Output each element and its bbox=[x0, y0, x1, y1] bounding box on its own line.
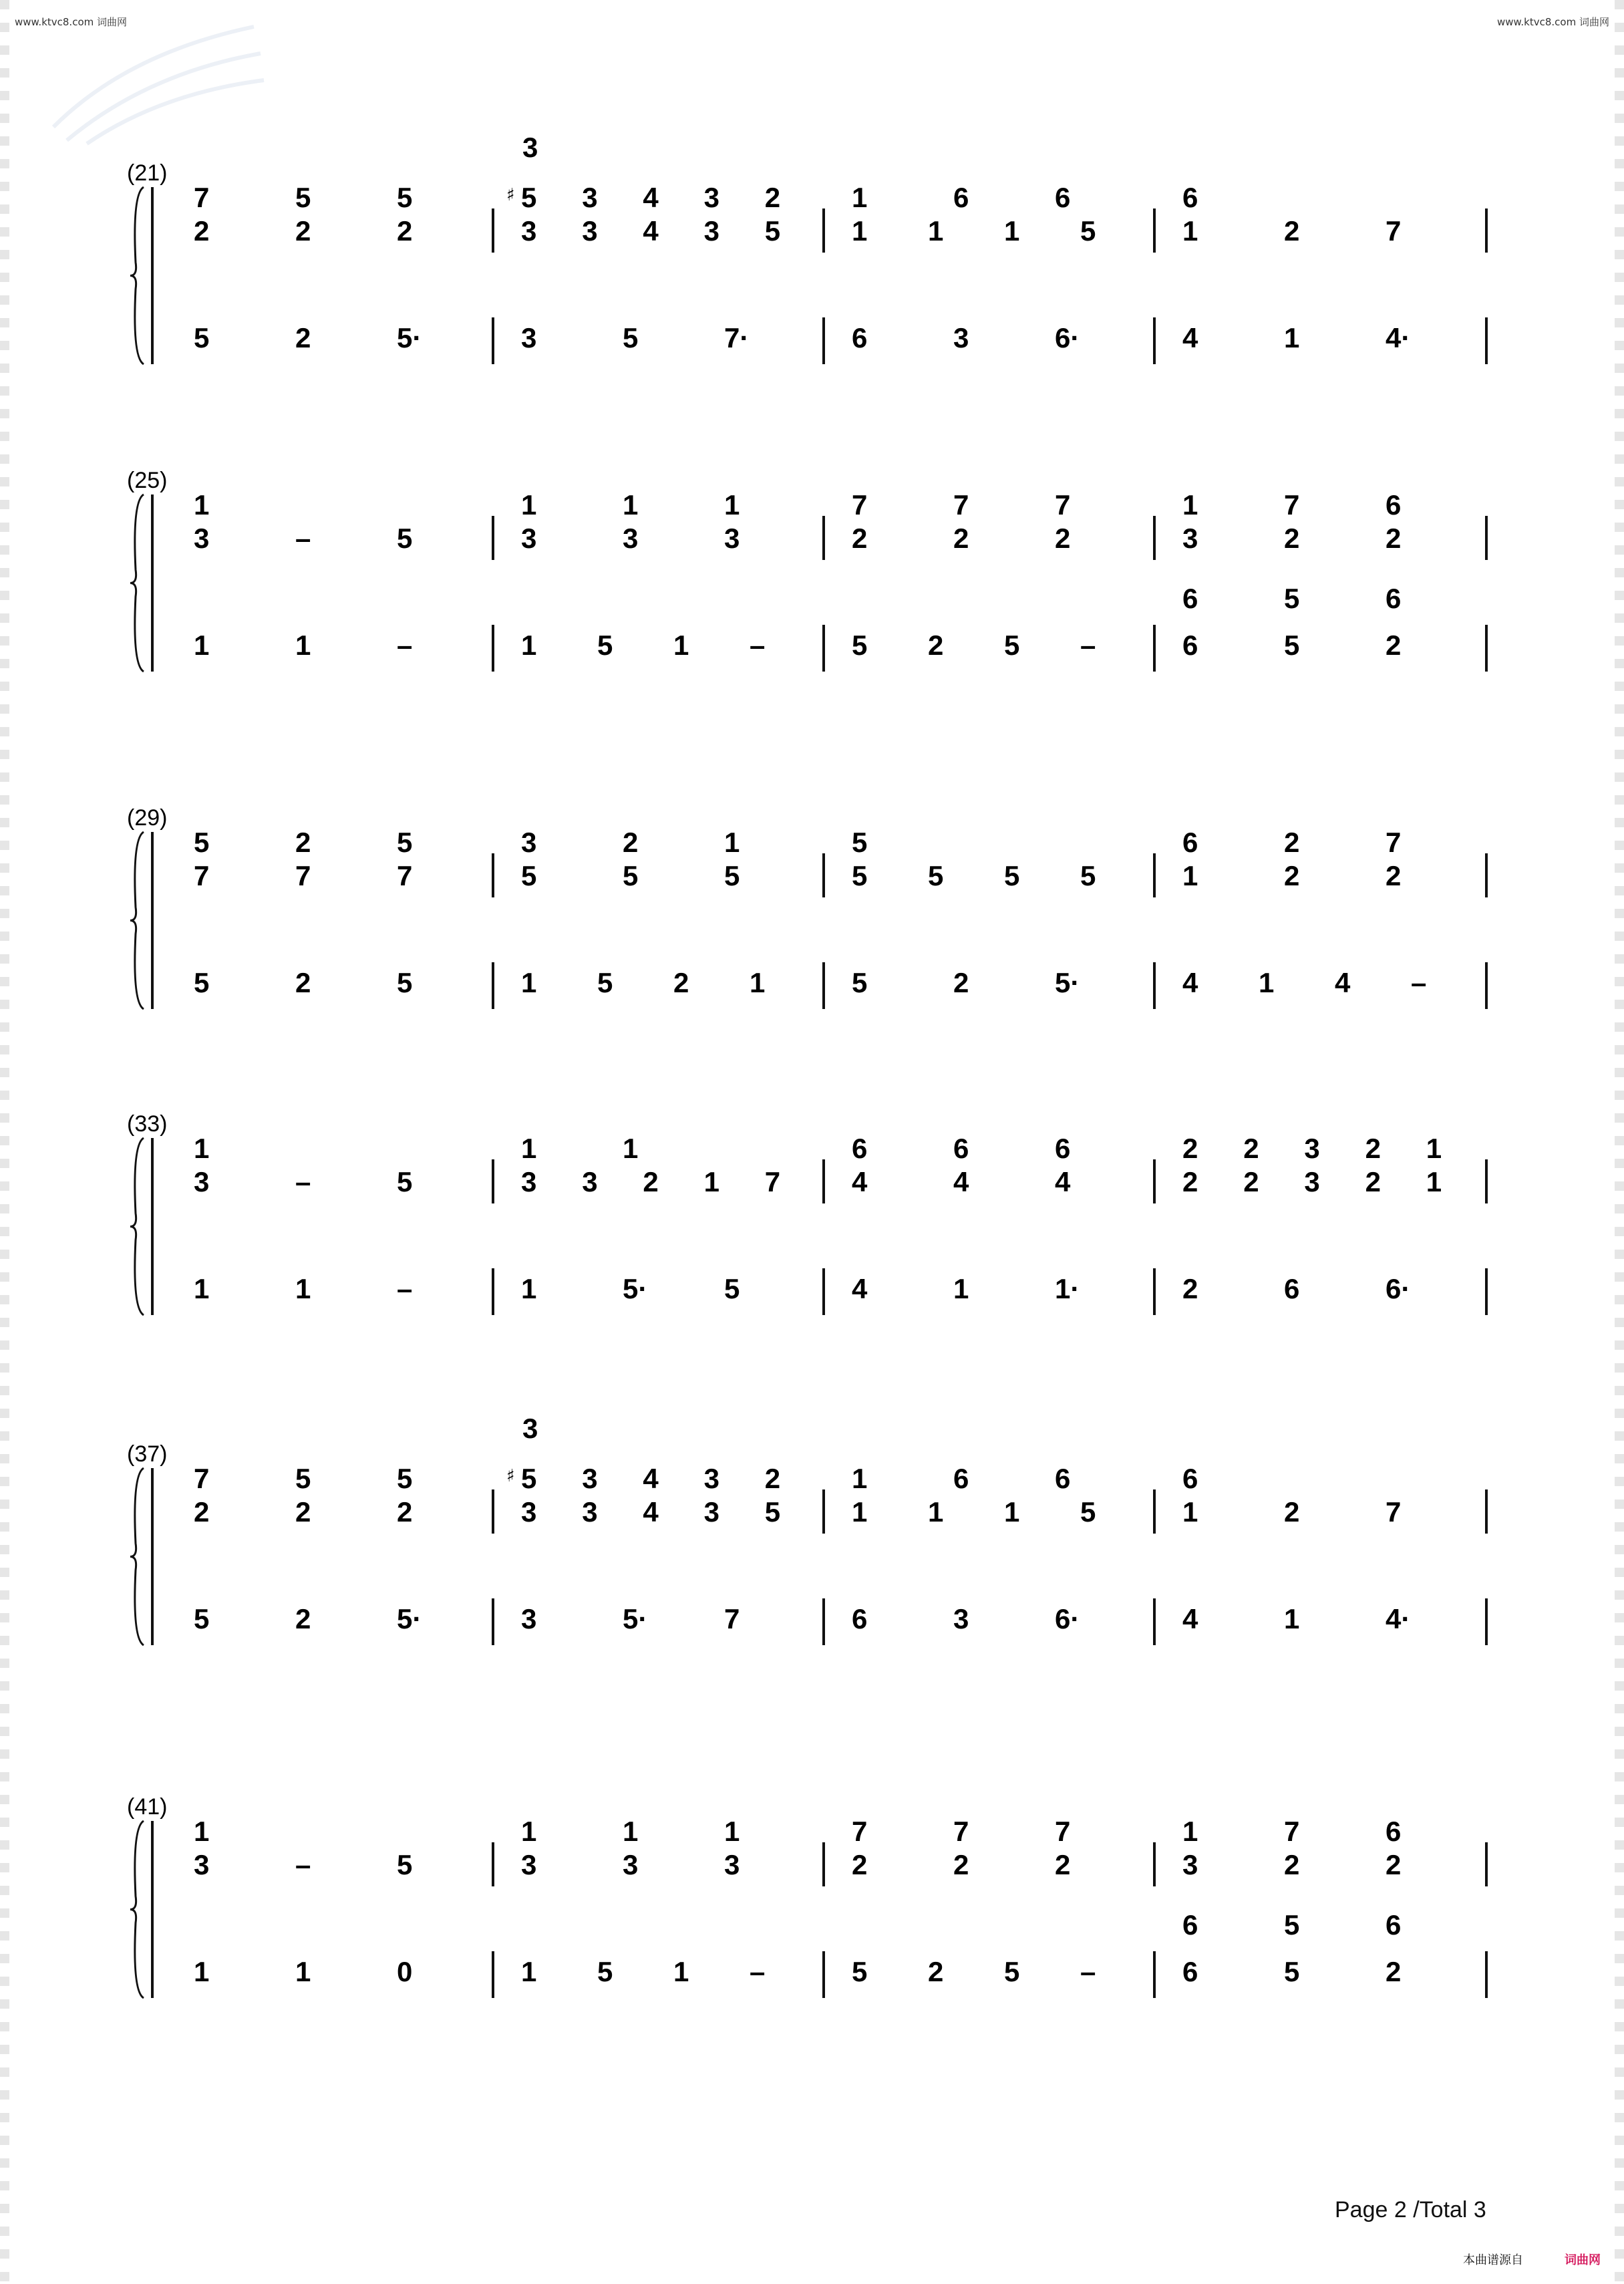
note-middle: 7 bbox=[1386, 1496, 1402, 1528]
note-middle: 1 bbox=[852, 1496, 868, 1528]
note-middle: 5 bbox=[1080, 860, 1096, 891]
note-middle: 1 bbox=[1182, 1496, 1198, 1528]
note-upper: 2 bbox=[1182, 1133, 1198, 1164]
note-upper: 1 bbox=[852, 182, 868, 213]
note-lower: 4 bbox=[1182, 967, 1198, 998]
sharp-sign: ♯ bbox=[506, 1466, 515, 1486]
note-lower: 3 bbox=[521, 1603, 537, 1634]
note-lower: 1 bbox=[673, 629, 689, 661]
note-middle: – bbox=[295, 1849, 311, 1880]
note-lower: 5· bbox=[623, 1273, 648, 1304]
note-lower: 5 bbox=[194, 322, 210, 353]
note-middle: 5 bbox=[1004, 860, 1020, 891]
note-upper: 7 bbox=[1386, 827, 1402, 858]
note-lower: 5 bbox=[597, 1956, 613, 1987]
system-brace bbox=[130, 187, 144, 364]
note-lower: 5 bbox=[852, 967, 868, 998]
note-middle: 7 bbox=[295, 860, 311, 891]
note-upper: 7 bbox=[1284, 489, 1300, 521]
note-upper: 7 bbox=[1055, 489, 1071, 521]
note-lower: 4 bbox=[1182, 322, 1198, 353]
note-lower: 6 bbox=[1182, 629, 1198, 661]
note-middle: 5 bbox=[397, 1849, 413, 1880]
note-lower: 2 bbox=[673, 967, 689, 998]
note-middle: 3 bbox=[194, 1166, 210, 1197]
note-lower: 1 bbox=[521, 1956, 537, 1987]
note-upper: 2 bbox=[1243, 1133, 1259, 1164]
page-indicator: Page 2 /Total 3 bbox=[1335, 2197, 1486, 2223]
note-lower: 5 bbox=[194, 1603, 210, 1634]
note-middle: 5 bbox=[724, 860, 740, 891]
note-upper: 1 bbox=[521, 1816, 537, 1847]
note-middle: 4 bbox=[1055, 1166, 1071, 1197]
header-site-left[interactable]: www.ktvc8.com 词曲网 bbox=[15, 16, 128, 28]
note-middle: 1 bbox=[1426, 1166, 1442, 1197]
note-middle: 3 bbox=[194, 1849, 210, 1880]
note-middle: 3 bbox=[582, 1496, 598, 1528]
note-upper: 5 bbox=[295, 182, 311, 213]
note-chord-upper: 6 bbox=[1386, 583, 1402, 614]
note-middle: 2 bbox=[953, 523, 969, 554]
system-number: (25) bbox=[127, 468, 168, 493]
note-middle: 3 bbox=[623, 523, 639, 554]
system-brace bbox=[130, 494, 144, 672]
note-upper: 2 bbox=[623, 827, 639, 858]
note-upper: 3 bbox=[703, 1463, 719, 1494]
note-lower: 1 bbox=[953, 1273, 969, 1304]
note-upper: 6 bbox=[953, 1133, 969, 1164]
note-lower: 1 bbox=[673, 1956, 689, 1987]
note-chord-upper: 5 bbox=[1284, 1909, 1300, 1941]
note-middle: 2 bbox=[852, 523, 868, 554]
note-lower: 5· bbox=[623, 1603, 648, 1634]
note-middle: 1 bbox=[1004, 215, 1020, 247]
note-lower: 5 bbox=[1004, 629, 1020, 661]
note-middle: 3 bbox=[724, 1849, 740, 1880]
note-middle: 2 bbox=[1365, 1166, 1381, 1197]
note-middle: 5 bbox=[623, 860, 639, 891]
note-upper: 6 bbox=[1055, 1463, 1071, 1494]
note-upper: 2 bbox=[764, 1463, 781, 1494]
note-lower: 1 bbox=[1284, 322, 1300, 353]
note-lower: 1 bbox=[521, 967, 537, 998]
note-middle: 2 bbox=[1284, 860, 1300, 891]
note-middle: 2 bbox=[194, 215, 210, 247]
note-middle: 5 bbox=[928, 860, 944, 891]
system-number: (41) bbox=[127, 1794, 168, 1820]
note-middle: 3 bbox=[703, 1496, 719, 1528]
note-upper: 3 bbox=[582, 1463, 598, 1494]
note-middle: 3 bbox=[1182, 523, 1198, 554]
note-upper: 6 bbox=[1386, 489, 1402, 521]
note-upper: 6 bbox=[953, 182, 969, 213]
note-lower: 3 bbox=[953, 322, 969, 353]
note-middle: 2 bbox=[1284, 215, 1300, 247]
note-middle: 2 bbox=[397, 1496, 413, 1528]
note-upper: 1 bbox=[194, 1133, 210, 1164]
system-brace bbox=[130, 832, 144, 1009]
note-middle: 3 bbox=[582, 215, 598, 247]
note-lower: 5· bbox=[1055, 967, 1080, 998]
note-middle: 2 bbox=[1386, 860, 1402, 891]
note-lower: 1 bbox=[521, 1273, 537, 1304]
note-lower: 2 bbox=[295, 322, 311, 353]
note-middle: 2 bbox=[295, 1496, 311, 1528]
note-lower: 6· bbox=[1055, 322, 1080, 353]
note-upper: 1 bbox=[1426, 1133, 1442, 1164]
note-upper: 6 bbox=[852, 1133, 868, 1164]
note-lower: 6 bbox=[852, 322, 868, 353]
note-middle: 2 bbox=[852, 1849, 868, 1880]
note-middle: 5 bbox=[764, 1496, 781, 1528]
note-lower: – bbox=[1080, 629, 1096, 661]
note-lower: 1 bbox=[1259, 967, 1275, 998]
note-middle: 2 bbox=[295, 215, 311, 247]
note-middle: 1 bbox=[1182, 860, 1198, 891]
note-upper: 6 bbox=[1386, 1816, 1402, 1847]
note-lower: 5 bbox=[1284, 629, 1300, 661]
note-lower: 1 bbox=[194, 1273, 210, 1304]
note-middle: 1 bbox=[928, 215, 944, 247]
note-upper: 7 bbox=[953, 489, 969, 521]
note-middle: 3 bbox=[521, 1849, 537, 1880]
note-lower: 5 bbox=[397, 967, 413, 998]
note-upper: 5 bbox=[521, 182, 537, 213]
note-upper: 5 bbox=[397, 827, 413, 858]
note-upper: 7 bbox=[194, 182, 210, 213]
note-lower: 5 bbox=[1004, 1956, 1020, 1987]
note-middle: 4 bbox=[643, 1496, 659, 1528]
header-site-right[interactable]: www.ktvc8.com 词曲网 bbox=[1496, 16, 1609, 28]
note-middle: 3 bbox=[703, 215, 719, 247]
note-lower: 1 bbox=[295, 1956, 311, 1987]
note-middle: 3 bbox=[623, 1849, 639, 1880]
note-upper: 1 bbox=[724, 1816, 740, 1847]
note-upper: 5 bbox=[295, 1463, 311, 1494]
note-lower: – bbox=[1411, 967, 1427, 998]
note-upper: 6 bbox=[1182, 182, 1198, 213]
system-number: (21) bbox=[127, 160, 168, 186]
note-upper: 3 bbox=[703, 182, 719, 213]
note-lower: 1 bbox=[295, 629, 311, 661]
note-middle: 3 bbox=[582, 1166, 598, 1197]
note-lower: 6 bbox=[1182, 1956, 1198, 1987]
note-lower: 5· bbox=[397, 1603, 422, 1634]
note-upper: 2 bbox=[764, 182, 781, 213]
note-lower: – bbox=[750, 629, 766, 661]
note-lower: 4 bbox=[1335, 967, 1351, 998]
note-middle: 2 bbox=[194, 1496, 210, 1528]
note-upper: 7 bbox=[852, 1816, 868, 1847]
note-middle: 2 bbox=[1243, 1166, 1259, 1197]
note-lower: 1 bbox=[194, 1956, 210, 1987]
note-upper: 7 bbox=[194, 1463, 210, 1494]
note-middle: 5 bbox=[1080, 1496, 1096, 1528]
note-lower: 6· bbox=[1055, 1603, 1080, 1634]
note-upper: 2 bbox=[1365, 1133, 1381, 1164]
note-lower: 6 bbox=[852, 1603, 868, 1634]
note-lower: 5 bbox=[724, 1273, 740, 1304]
note-middle: 1 bbox=[703, 1166, 719, 1197]
note-lower: 6 bbox=[1284, 1273, 1300, 1304]
note-middle: 2 bbox=[953, 1849, 969, 1880]
note-middle: 4 bbox=[643, 215, 659, 247]
note-middle: 2 bbox=[1284, 1849, 1300, 1880]
note-middle: – bbox=[295, 523, 311, 554]
note-lower: 2 bbox=[1182, 1273, 1198, 1304]
note-upper: 6 bbox=[1182, 1463, 1198, 1494]
note-lower: 5 bbox=[597, 629, 613, 661]
note-middle: 5 bbox=[852, 860, 868, 891]
sharp-sign: ♯ bbox=[506, 185, 515, 205]
note-upper: 5 bbox=[194, 827, 210, 858]
note-lower: 2 bbox=[953, 967, 969, 998]
note-chord-upper: 5 bbox=[1284, 583, 1300, 614]
note-middle: 3 bbox=[521, 215, 537, 247]
note-lower: 1 bbox=[194, 629, 210, 661]
note-middle: 3 bbox=[1304, 1166, 1320, 1197]
note-middle: 1 bbox=[1004, 1496, 1020, 1528]
note-upper: 1 bbox=[623, 1133, 639, 1164]
note-upper: 6 bbox=[1182, 827, 1198, 858]
note-middle: 2 bbox=[1182, 1166, 1198, 1197]
footer-site-link[interactable]: 词曲网 bbox=[1565, 2253, 1601, 2267]
note-lower: 2 bbox=[295, 967, 311, 998]
note-middle: 2 bbox=[1284, 1496, 1300, 1528]
note-middle: 7 bbox=[764, 1166, 781, 1197]
note-upper: 2 bbox=[295, 827, 311, 858]
note-middle: 5 bbox=[397, 1166, 413, 1197]
note-lower: 1 bbox=[750, 967, 766, 998]
note-lower: 1 bbox=[521, 629, 537, 661]
note-middle: 7 bbox=[397, 860, 413, 891]
note-middle: 4 bbox=[852, 1166, 868, 1197]
note-middle: 2 bbox=[643, 1166, 659, 1197]
note-middle: 3 bbox=[521, 1166, 537, 1197]
note-upper: 5 bbox=[397, 182, 413, 213]
note-upper: 1 bbox=[852, 1463, 868, 1494]
note-upper: 1 bbox=[521, 1133, 537, 1164]
note-lower: 5 bbox=[597, 967, 613, 998]
note-middle: 4 bbox=[953, 1166, 969, 1197]
note-lower: 5 bbox=[194, 967, 210, 998]
note-lower: 5 bbox=[623, 322, 639, 353]
note-upper: 1 bbox=[724, 489, 740, 521]
note-middle: 2 bbox=[1055, 1849, 1071, 1880]
note-lower: 3 bbox=[521, 322, 537, 353]
note-lower: 0 bbox=[397, 1956, 413, 1987]
note-extra-high: 3 bbox=[522, 1413, 538, 1444]
note-lower: 2 bbox=[1386, 629, 1402, 661]
note-lower: 3 bbox=[953, 1603, 969, 1634]
note-upper: 7 bbox=[1055, 1816, 1071, 1847]
note-upper: 5 bbox=[521, 1463, 537, 1494]
note-upper: 6 bbox=[1055, 1133, 1071, 1164]
note-lower: – bbox=[397, 1273, 413, 1304]
note-lower: 5· bbox=[397, 322, 422, 353]
note-upper: 1 bbox=[521, 489, 537, 521]
note-lower: 7 bbox=[724, 1603, 740, 1634]
system-number: (33) bbox=[127, 1111, 168, 1137]
note-lower: 1 bbox=[295, 1273, 311, 1304]
system-brace bbox=[130, 1138, 144, 1315]
note-upper: 6 bbox=[953, 1463, 969, 1494]
note-lower: – bbox=[1080, 1956, 1096, 1987]
note-middle: 2 bbox=[397, 215, 413, 247]
note-upper: 1 bbox=[724, 827, 740, 858]
note-upper: 3 bbox=[582, 182, 598, 213]
note-upper: 7 bbox=[953, 1816, 969, 1847]
note-lower: 5 bbox=[1284, 1956, 1300, 1987]
system-number: (29) bbox=[127, 805, 168, 831]
note-lower: 4 bbox=[852, 1273, 868, 1304]
note-lower: 2 bbox=[1386, 1956, 1402, 1987]
note-lower: – bbox=[750, 1956, 766, 1987]
note-middle: 7 bbox=[194, 860, 210, 891]
note-lower: 4· bbox=[1386, 322, 1411, 353]
note-middle: 2 bbox=[1055, 523, 1071, 554]
note-upper: 4 bbox=[643, 1463, 659, 1494]
note-lower: 2 bbox=[928, 1956, 944, 1987]
note-upper: 5 bbox=[397, 1463, 413, 1494]
note-upper: 2 bbox=[1284, 827, 1300, 858]
system-brace bbox=[130, 1821, 144, 1998]
note-upper: 1 bbox=[1182, 489, 1198, 521]
note-lower: – bbox=[397, 629, 413, 661]
system-brace bbox=[130, 1468, 144, 1645]
note-upper: 7 bbox=[1284, 1816, 1300, 1847]
note-middle: 5 bbox=[397, 523, 413, 554]
note-extra-high: 3 bbox=[522, 132, 538, 163]
note-middle: 3 bbox=[1182, 1849, 1198, 1880]
note-lower: 7· bbox=[724, 322, 750, 353]
note-middle: 3 bbox=[724, 523, 740, 554]
note-upper: 1 bbox=[623, 1816, 639, 1847]
note-upper: 3 bbox=[521, 827, 537, 858]
note-upper: 3 bbox=[1304, 1133, 1320, 1164]
note-chord-upper: 6 bbox=[1182, 1909, 1198, 1941]
note-upper: 7 bbox=[852, 489, 868, 521]
note-lower: 1 bbox=[1284, 1603, 1300, 1634]
note-lower: 4 bbox=[1182, 1603, 1198, 1634]
note-chord-upper: 6 bbox=[1386, 1909, 1402, 1941]
system-number: (37) bbox=[127, 1441, 168, 1467]
note-lower: 1· bbox=[1055, 1273, 1080, 1304]
note-middle: 1 bbox=[928, 1496, 944, 1528]
note-middle: 2 bbox=[1386, 1849, 1402, 1880]
note-middle: – bbox=[295, 1166, 311, 1197]
note-middle: 5 bbox=[521, 860, 537, 891]
note-middle: 3 bbox=[194, 523, 210, 554]
footer-source-note: 本曲谱源自 bbox=[1463, 2253, 1523, 2267]
note-upper: 5 bbox=[852, 827, 868, 858]
note-middle: 5 bbox=[1080, 215, 1096, 247]
note-middle: 2 bbox=[1284, 523, 1300, 554]
note-middle: 1 bbox=[852, 215, 868, 247]
note-lower: 5 bbox=[852, 629, 868, 661]
note-middle: 1 bbox=[1182, 215, 1198, 247]
note-middle: 5 bbox=[764, 215, 781, 247]
note-chord-upper: 6 bbox=[1182, 583, 1198, 614]
note-upper: 1 bbox=[623, 489, 639, 521]
note-lower: 6· bbox=[1386, 1273, 1411, 1304]
note-lower: 2 bbox=[295, 1603, 311, 1634]
note-upper: 4 bbox=[643, 182, 659, 213]
note-lower: 2 bbox=[928, 629, 944, 661]
note-lower: 4· bbox=[1386, 1603, 1411, 1634]
note-middle: 7 bbox=[1386, 215, 1402, 247]
note-lower: 5 bbox=[852, 1956, 868, 1987]
note-middle: 3 bbox=[521, 523, 537, 554]
note-middle: 2 bbox=[1386, 523, 1402, 554]
note-upper: 6 bbox=[1055, 182, 1071, 213]
note-middle: 3 bbox=[521, 1496, 537, 1528]
note-upper: 1 bbox=[194, 1816, 210, 1847]
note-upper: 1 bbox=[1182, 1816, 1198, 1847]
note-upper: 1 bbox=[194, 489, 210, 521]
